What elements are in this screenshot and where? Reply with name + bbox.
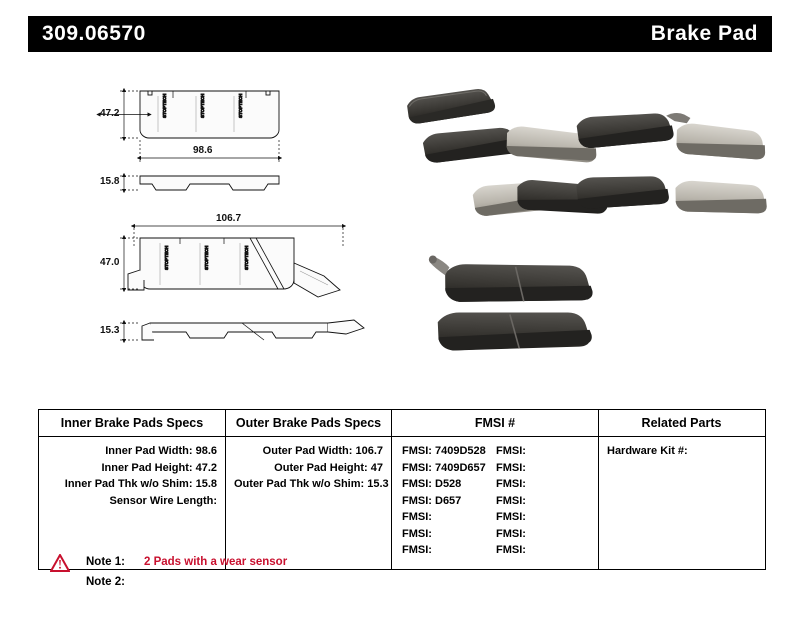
warning-icon	[50, 554, 70, 572]
pad-photo-cluster-bottom	[427, 255, 594, 353]
technical-drawing	[28, 58, 772, 388]
outer-pad-height-value: 47	[370, 461, 383, 474]
inner-pad-height-label: Inner Pad Height:	[101, 461, 193, 474]
notes-section	[50, 552, 550, 592]
fmsi-entry: FMSI:	[402, 544, 432, 556]
specs-table-body	[39, 437, 765, 569]
page-title: Brake Pad	[650, 22, 758, 45]
fmsi-entry: FMSI: D657	[402, 494, 462, 507]
svg-text:STOPTECH: STOPTECH	[244, 245, 249, 270]
fmsi-column-right	[496, 443, 590, 559]
fmsi-entry: FMSI:	[496, 544, 526, 556]
specs-table-header	[39, 410, 765, 437]
outer-pad-side-view	[142, 320, 364, 340]
inner-pad-front-view	[140, 91, 279, 138]
note-2-label: Note 2:	[86, 576, 125, 588]
column-header-fmsi: FMSI #	[392, 410, 599, 436]
fmsi-entry: FMSI:	[496, 527, 526, 540]
inner-specs-cell	[39, 437, 226, 569]
drawing-svg	[28, 58, 772, 388]
fmsi-entry: FMSI:	[496, 461, 526, 474]
fmsi-entry: FMSI:	[496, 511, 526, 523]
inner-pad-width-value: 98.6	[195, 445, 217, 457]
pad-photo-cluster-right	[576, 110, 768, 216]
dim-label-inner-thickness: 15.8	[100, 176, 120, 187]
inner-pad-side-view	[140, 176, 279, 190]
fmsi-entry: FMSI:	[496, 494, 526, 507]
dim-outer-thickness	[120, 323, 140, 340]
inner-pad-height-value: 47.2	[195, 461, 217, 474]
spec-row	[47, 476, 217, 493]
dim-label-inner-width: 98.6	[193, 145, 213, 156]
dim-label-outer-width: 106.7	[216, 213, 242, 224]
inner-pad-thk-value: 15.8	[195, 478, 217, 490]
svg-text:STOPTECH: STOPTECH	[204, 245, 209, 270]
outer-pad-thk-value: 15.3	[367, 478, 389, 490]
related-parts-cell	[599, 437, 764, 569]
dim-label-outer-height: 47.0	[100, 257, 120, 268]
column-header-inner-specs: Inner Brake Pads Specs	[39, 410, 226, 436]
outer-pad-width-value: 106.7	[355, 445, 383, 457]
note-1-value: 2 Pads with a wear sensor	[144, 556, 288, 568]
note-line	[86, 572, 550, 592]
note-1-label: Note 1:	[86, 556, 125, 568]
fmsi-entry: FMSI: D528	[402, 478, 462, 490]
spec-row	[47, 493, 217, 510]
header-bar	[28, 16, 772, 52]
fmsi-entry: FMSI: 7409D528	[402, 445, 486, 457]
svg-text:STOPTECH: STOPTECH	[162, 93, 167, 118]
inner-pad-thk-label: Inner Pad Thk w/o Shim:	[64, 478, 193, 490]
fmsi-cell	[392, 437, 599, 569]
spec-row	[234, 443, 383, 460]
fmsi-entry: FMSI:	[402, 527, 432, 540]
svg-text:STOPTECH: STOPTECH	[164, 245, 169, 270]
dim-label-outer-thickness: 15.3	[100, 325, 120, 336]
fmsi-entry: FMSI: 7409D657	[402, 461, 486, 474]
dim-label-inner-height: 47.2	[100, 108, 120, 119]
outer-pad-height-label: Outer Pad Height:	[274, 461, 368, 474]
outer-pad-width-label: Outer Pad Width:	[262, 445, 353, 457]
spec-row	[234, 460, 383, 477]
spec-row	[47, 460, 217, 477]
fmsi-entry: FMSI:	[496, 445, 526, 457]
column-header-related-parts: Related Parts	[641, 416, 722, 430]
svg-text:STOPTECH: STOPTECH	[200, 93, 205, 118]
dim-inner-thickness	[120, 176, 140, 190]
fmsi-column-left	[402, 443, 496, 559]
outer-specs-cell	[226, 437, 392, 569]
note-line	[86, 552, 550, 572]
fmsi-entry: FMSI:	[402, 511, 432, 523]
specs-table	[38, 409, 766, 570]
column-header-outer-specs: Outer Brake Pads Specs	[226, 410, 392, 436]
hardware-kit-label: Hardware Kit #:	[607, 445, 688, 457]
fmsi-entry: FMSI:	[496, 478, 526, 490]
sensor-wire-length-label: Sensor Wire Length:	[109, 494, 217, 507]
svg-text:STOPTECH: STOPTECH	[238, 93, 243, 118]
outer-pad-thk-label: Outer Pad Thk w/o Shim:	[234, 478, 365, 490]
outer-pad-front-view	[128, 238, 340, 297]
inner-pad-width-label: Inner Pad Width:	[105, 445, 193, 457]
spec-row	[47, 443, 217, 460]
part-number: 309.06570	[42, 22, 146, 45]
spec-row	[234, 476, 389, 493]
